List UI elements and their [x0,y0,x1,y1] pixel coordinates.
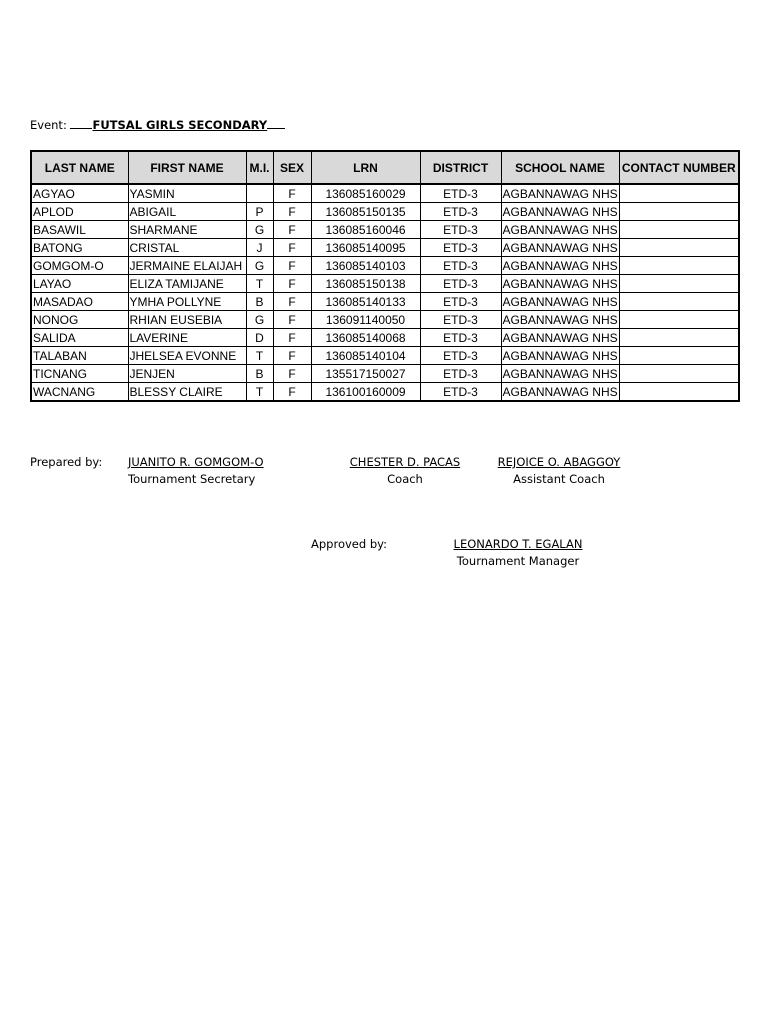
cell-lrn: 135517150027 [311,365,420,383]
event-underline-right [267,117,285,129]
cell-school-name: AGBANNAWAG NHS [502,366,618,381]
cell-sex: F [273,203,311,221]
cell-last-name: SALIDA [31,329,128,347]
cell-mi: B [246,365,273,383]
cell-lrn: 136085160046 [311,221,420,239]
cell-first-name: YASMIN [128,184,246,203]
header-school-name: SCHOOL NAME [501,151,619,184]
event-underline-left [70,117,92,129]
cell-school-name: AGBANNAWAG NHS [502,258,618,273]
cell-sex: F [273,311,311,329]
cell-lrn: 136085140095 [311,239,420,257]
table-row [31,365,739,383]
cell-contact-number [619,221,739,239]
cell-first-name: CRISTAL [128,239,246,257]
cell-school-name: AGBANNAWAG NHS [502,240,618,255]
cell-contact-number [619,293,739,311]
cell-sex: F [273,329,311,347]
cell-contact-number [619,203,739,221]
cell-last-name: BATONG [31,239,128,257]
cell-first-name: ABIGAIL [128,203,246,221]
cell-mi: J [246,239,273,257]
cell-mi: B [246,293,273,311]
cell-district: ETD-3 [420,221,501,239]
table-row [31,257,739,275]
cell-district: ETD-3 [420,383,501,402]
assistant-coach-title: Assistant Coach [513,472,605,486]
cell-lrn: 136091140050 [311,311,420,329]
cell-contact-number [619,311,739,329]
assistant-coach-block [494,455,624,486]
prepared-label: Prepared by: [30,455,103,469]
header-first-name: FIRST NAME [128,151,246,184]
cell-sex: F [273,347,311,365]
cell-first-name: JHELSEA EVONNE [128,347,246,365]
cell-contact-number [619,329,739,347]
table-row [31,239,739,257]
event-label: Event: [30,118,67,132]
cell-district: ETD-3 [420,239,501,257]
cell-last-name: TALABAN [31,347,128,365]
table-row [31,329,739,347]
cell-last-name: LAYAO [31,275,128,293]
cell-mi: P [246,203,273,221]
cell-district: ETD-3 [420,184,501,203]
table-row [31,383,739,402]
header-contact-number: CONTACT NUMBER [619,151,739,184]
table-row [31,347,739,365]
cell-first-name: LAVERINE [128,329,246,347]
cell-school-name: AGBANNAWAG NHS [502,348,618,363]
cell-last-name: NONOG [31,311,128,329]
cell-first-name: SHARMANE [128,221,246,239]
cell-lrn: 136085160029 [311,184,420,203]
cell-first-name: YMHA POLLYNE [128,293,246,311]
secretary-name: JUANITO R. GOMGOM-O [128,455,264,469]
table-row [31,293,739,311]
cell-school-name: AGBANNAWAG NHS [502,276,618,291]
cell-contact-number [619,383,739,402]
cell-first-name: JERMAINE ELAIJAH [128,257,246,275]
cell-contact-number [619,275,739,293]
cell-contact-number [619,257,739,275]
cell-last-name: TICNANG [31,365,128,383]
cell-district: ETD-3 [420,293,501,311]
cell-sex: F [273,365,311,383]
manager-title: Tournament Manager [456,554,580,568]
cell-district: ETD-3 [420,275,501,293]
coach-title: Coach [387,472,423,486]
coach-name: CHESTER D. PACAS [349,455,461,469]
cell-contact-number [619,347,739,365]
cell-school-name: AGBANNAWAG NHS [502,222,618,237]
cell-mi: T [246,383,273,402]
cell-district: ETD-3 [420,365,501,383]
cell-first-name: BLESSY CLAIRE [128,383,246,402]
event-value: FUTSAL GIRLS SECONDARY [92,118,268,132]
table-header-row [31,151,739,184]
cell-sex: F [273,184,311,203]
header-district: DISTRICT [420,151,501,184]
cell-school-name: AGBANNAWAG NHS [502,204,618,219]
table-row [31,275,739,293]
cell-district: ETD-3 [420,257,501,275]
header-sex: SEX [273,151,311,184]
cell-school-name: AGBANNAWAG NHS [501,184,619,203]
cell-sex: F [273,239,311,257]
cell-mi: T [246,347,273,365]
roster-table [30,150,740,402]
cell-lrn: 136085140068 [311,329,420,347]
cell-mi: T [246,275,273,293]
cell-contact-number [619,365,739,383]
table-row [31,311,739,329]
cell-district: ETD-3 [420,203,501,221]
cell-lrn: 136085150138 [311,275,420,293]
table-row [31,221,739,239]
cell-lrn: 136085140103 [311,257,420,275]
cell-mi: D [246,329,273,347]
cell-mi: G [246,311,273,329]
cell-lrn: 136085150135 [311,203,420,221]
cell-school-name: AGBANNAWAG NHS [502,330,618,345]
cell-contact-number [619,184,739,203]
header-last-name: LAST NAME [31,151,128,184]
header-mi: M.I. [246,151,273,184]
approved-label: Approved by: [311,537,387,551]
cell-mi [246,184,273,203]
cell-last-name: WACNANG [31,383,128,402]
cell-sex: F [273,383,311,402]
cell-district: ETD-3 [420,347,501,365]
cell-school-name: AGBANNAWAG NHS [502,312,618,327]
cell-mi: G [246,221,273,239]
cell-school-name: AGBANNAWAG NHS [502,294,618,309]
table-row [31,203,739,221]
assistant-coach-name: REJOICE O. ABAGGOY [497,455,621,469]
cell-first-name: JENJEN [128,365,246,383]
table-body [31,184,739,401]
cell-last-name: BASAWIL [31,221,128,239]
cell-first-name: ELIZA TAMIJANE [128,275,246,293]
table-row [31,184,739,203]
cell-district: ETD-3 [420,329,501,347]
cell-last-name: AGYAO [31,184,128,203]
event-line [30,117,285,132]
cell-mi: G [246,257,273,275]
cell-last-name: MASADAO [31,293,128,311]
coach-block [345,455,465,486]
secretary-block [128,455,264,486]
header-lrn: LRN [311,151,420,184]
cell-contact-number [619,239,739,257]
cell-lrn: 136100160009 [311,383,420,402]
cell-district: ETD-3 [420,311,501,329]
cell-school-name: AGBANNAWAG NHS [501,383,619,402]
cell-last-name: GOMGOM-O [31,257,128,275]
cell-last-name: APLOD [31,203,128,221]
cell-first-name: RHIAN EUSEBIA [128,311,246,329]
cell-sex: F [273,275,311,293]
manager-name: LEONARDO T. EGALAN [453,537,583,551]
secretary-title: Tournament Secretary [128,472,256,486]
manager-block [448,537,588,568]
cell-sex: F [273,221,311,239]
cell-lrn: 136085140133 [311,293,420,311]
cell-sex: F [273,293,311,311]
cell-lrn: 136085140104 [311,347,420,365]
cell-sex: F [273,257,311,275]
